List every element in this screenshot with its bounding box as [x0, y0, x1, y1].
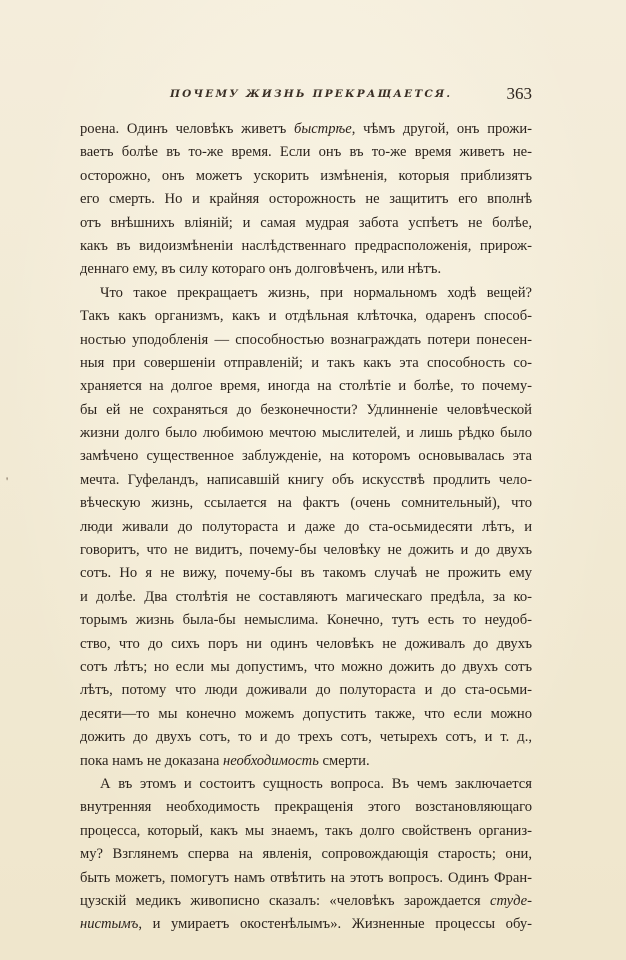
text-line	[80, 165, 532, 188]
text-line	[80, 118, 532, 141]
text-run: храняется на долгое время, иногда на столѣтіе и болѣе, то почему-	[80, 378, 532, 395]
emphasized-text: студе-	[490, 892, 532, 909]
text-line	[80, 562, 532, 585]
text-run: жизни долго было любимою мечтою мыслителей, и лишь рѣдко было	[80, 425, 532, 442]
text-line	[80, 329, 532, 352]
body-text	[80, 118, 532, 937]
text-run: быть можетъ, помогутъ намъ отвѣтить на этотъ вопросъ. Одинъ Фран-	[80, 869, 532, 886]
text-run: процесса, который, какъ мы знаемъ, такъ долго свойственъ организ-	[80, 822, 532, 839]
text-run: ностью уподобленія — способностью вознаграждать потери понесен-	[80, 331, 532, 348]
text-line	[80, 492, 532, 515]
text-line	[80, 539, 532, 562]
text-line	[80, 726, 532, 749]
text-run: цузскій медикъ живописно сказалъ: «человѣкъ зарождается	[80, 892, 490, 909]
emphasized-text: необходимость	[223, 752, 319, 769]
text-line	[80, 656, 532, 679]
text-run: бы ей не сохраняться до безконечности? Удлинненіе человѣческой	[80, 401, 532, 418]
text-run: пока намъ не доказана	[80, 752, 224, 769]
text-line	[80, 422, 532, 445]
text-line	[80, 773, 532, 796]
text-line	[80, 609, 532, 632]
text-run: смерти.	[318, 752, 370, 769]
text-line	[80, 188, 532, 211]
text-run: какъ въ видоизмѣненіи наслѣдственнаго предрасположенія, прирож-	[80, 237, 532, 254]
text-run: дожить до двухъ сотъ, то и до трехъ сотъ, четырехъ сотъ, и т. д.,	[80, 729, 532, 746]
text-run: сотъ лѣтъ; но если мы допустимъ, что можно дожить до двухъ сотъ	[80, 658, 532, 675]
text-run: деннаго ему, въ силу котораго онъ долговѣченъ, или нѣтъ.	[80, 261, 442, 278]
text-line	[80, 375, 532, 398]
text-line	[80, 258, 532, 281]
page-number: 363	[506, 84, 532, 103]
text-run: , и умираетъ окостенѣлымъ». Жизненные процессы обу-	[138, 916, 532, 933]
text-line	[80, 633, 532, 656]
emphasized-text: нистымъ	[80, 916, 139, 933]
text-run: ныя при совершеніи отправленій; и такъ какъ эта способность со-	[80, 354, 532, 371]
text-line	[80, 843, 532, 866]
text-line	[80, 913, 532, 936]
text-line	[80, 469, 532, 492]
text-run: роена. Одинъ человѣкъ живетъ	[80, 121, 294, 137]
text-run: ство, что до сихъ поръ ни одинъ человѣкъ не доживалъ до двухъ	[80, 635, 532, 652]
text-line	[80, 305, 532, 328]
text-run: его смерть. Но и крайняя осторожность не защититъ его вполнѣ	[80, 191, 532, 208]
text-line	[80, 445, 532, 468]
text-run: , чѣмъ другой, онъ прожи-	[351, 121, 532, 137]
text-run: му? Взглянемъ сперва на явленія, сопровождающія старость; они,	[80, 846, 532, 863]
text-run: отъ внѣшнихъ вліяній; и самая мудрая забота успѣетъ не болѣе,	[80, 214, 532, 231]
text-run: Такъ какъ организмъ, какъ и отдѣльная клѣточка, одаренъ способ-	[80, 308, 532, 325]
text-line	[80, 141, 532, 164]
text-line	[80, 679, 532, 702]
text-line	[80, 750, 532, 773]
emphasized-text: быстрѣе	[293, 121, 352, 137]
text-line	[80, 796, 532, 819]
text-run: осторожно, онъ можетъ ускорить измѣненія, которыя приблизятъ	[80, 167, 532, 184]
text-line	[80, 399, 532, 422]
text-line	[80, 235, 532, 258]
text-line	[80, 890, 532, 913]
page-header	[170, 84, 532, 106]
margin-mark: '	[6, 474, 9, 488]
running-title: ПОЧЕМУ ЖИЗНЬ ПРЕКРАЩАЕТСЯ.	[170, 88, 453, 100]
text-run: А въ этомъ и состоитъ сущность вопроса. Въ чемъ заключается	[100, 775, 532, 792]
text-run: замѣчено существенное заблужденіе, на которомъ основывалась эта	[80, 448, 532, 465]
text-run: говоритъ, что не видитъ, почему-бы человѣку не дожить и до двухъ	[80, 542, 532, 559]
text-run: лѣтъ, потому что люди доживали до полутораста и до ста-осьми-	[80, 682, 532, 699]
text-line	[80, 282, 532, 305]
text-line	[80, 586, 532, 609]
text-line	[80, 212, 532, 235]
text-run: Что такое прекращаетъ жизнь, при нормальномъ ходѣ вещей?	[100, 284, 532, 301]
text-line	[80, 703, 532, 726]
text-run: люди живали до полутораста и даже до ста-осьмидесяти лѣтъ, и	[80, 518, 532, 535]
text-run: десяти—то мы конечно можемъ допустить также, что если можно	[80, 705, 532, 722]
text-run: торымъ жизнь была-бы немыслима. Конечно, тутъ есть то неудоб-	[80, 612, 532, 629]
text-run: мечта. Гуфеландъ, написавшій книгу объ искусствѣ продлить чело-	[80, 471, 532, 488]
text-run: вѣческую жизнь, ссылается на фактъ (очень сомнительный), что	[80, 495, 532, 512]
text-run: сотъ. Но я не вижу, почему-бы въ такомъ случаѣ не прожить ему	[80, 565, 532, 582]
text-run: ваетъ болѣе въ то-же время. Если онъ въ то-же время живетъ не-	[80, 144, 532, 161]
text-line	[80, 352, 532, 375]
text-line	[80, 867, 532, 890]
text-run: и долѣе. Два столѣтія не составляютъ магическаго предѣла, за ко-	[80, 588, 532, 605]
text-run: внутренняя необходимость прекращенія этого возстановляющаго	[80, 799, 532, 816]
text-line	[80, 516, 532, 539]
text-line	[80, 820, 532, 843]
